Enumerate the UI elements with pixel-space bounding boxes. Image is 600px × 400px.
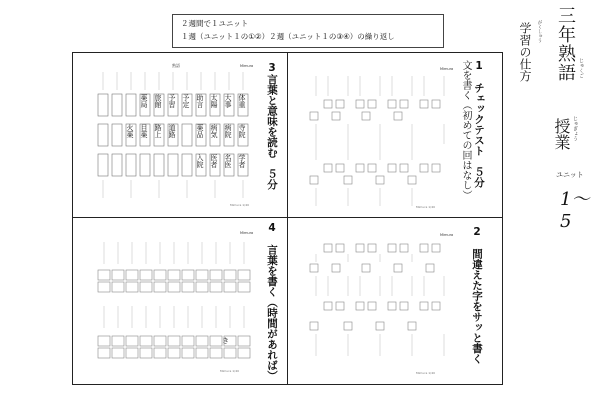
word-column: 入院 (196, 154, 204, 168)
grade-title (555, 6, 575, 82)
word-column: 医者 (210, 154, 218, 168)
panel-title-text: 言葉と意味を読む ５分 (266, 74, 278, 190)
svg-text:Mimura: Mimura (440, 67, 454, 71)
write-words-thumbnail (92, 224, 262, 374)
word-column: 薬局 (140, 94, 148, 108)
word-column: 助言 (196, 94, 204, 108)
panel-title-text: チェックテスト ５分 (473, 82, 485, 188)
panel-number: 3 (266, 62, 278, 74)
lesson-title: 授業 (552, 118, 571, 150)
jukugo-label: 熟語 (555, 44, 576, 82)
word-column: 寺院 (238, 124, 246, 138)
panel-title-write-words (265, 222, 280, 382)
word-column: 火薬 (126, 124, 134, 138)
word-column: 学者 (238, 154, 246, 168)
word-column: 体重 (238, 94, 246, 108)
panel-number: 4 (266, 222, 278, 234)
word-column: 旅館 (154, 94, 162, 108)
unit-label: ユニット (556, 171, 584, 179)
word-column: 予定 (182, 94, 190, 108)
method-ruby: がくしゅう (537, 20, 542, 43)
panel-title-text: 言葉を書く（時間があれば） (266, 244, 278, 381)
panel-read-words (72, 52, 287, 217)
svg-text:Mimura 1/40: Mimura 1/40 (416, 371, 436, 375)
panel-subtitle-check-test: 文を書く（初めての回はなし） (460, 60, 471, 200)
panel-title-rewrite-mistakes (470, 226, 485, 384)
instruction-notice (172, 14, 444, 48)
word-column: 病気 (210, 124, 218, 138)
svg-text:Mimura 1/40: Mimura 1/40 (220, 369, 240, 373)
read-words-thumbnail-words (98, 94, 248, 204)
svg-text:Mimura: Mimura (240, 231, 254, 235)
check-test-thumbnail (296, 60, 460, 210)
lesson-ruby: じゅぎょう (572, 116, 578, 141)
svg-text:熟語: 熟語 (172, 63, 180, 68)
worksheet-mark: き (222, 337, 229, 345)
panel-title-read-words (265, 62, 280, 212)
word-column: 名医 (224, 154, 232, 168)
panel-write-words (72, 218, 287, 385)
unit-range: 1～5 (560, 189, 590, 232)
notice-line-1: ２週間で１ユニット (181, 19, 249, 28)
method-title: 学習の仕方 (518, 22, 532, 82)
panel-number: 1 (473, 60, 485, 72)
panel-number: 2 (471, 226, 483, 238)
panel-check-test (288, 52, 503, 217)
rewrite-mistakes-thumbnail (296, 226, 460, 378)
panel-rewrite-mistakes (288, 218, 503, 385)
word-column: 太陽 (210, 94, 218, 108)
word-column: 病院 (224, 124, 232, 138)
svg-text:Mimura 1/40: Mimura 1/40 (230, 203, 250, 207)
word-column: 大事 (224, 94, 232, 108)
svg-text:Mimura: Mimura (440, 233, 454, 237)
word-column: 路上 (154, 124, 162, 138)
notice-line-2: １週（ユニット１の①②）２週（ユニット１の③④）の繰り返し (181, 32, 395, 41)
word-column: 予習 (168, 94, 176, 108)
panel-title-text: 間違えた字をサッと書く (471, 248, 483, 364)
jukugo-ruby: じゅくご (578, 58, 584, 78)
panel-title-check-test (472, 60, 487, 210)
svg-text:Mimura: Mimura (240, 64, 254, 68)
word-column: 薬品 (196, 124, 204, 138)
word-column: 道路 (168, 124, 176, 138)
grade-label: 三年 (555, 6, 576, 44)
svg-text:Mimura 1/40: Mimura 1/40 (416, 205, 436, 209)
word-column: 目薬 (140, 124, 148, 138)
